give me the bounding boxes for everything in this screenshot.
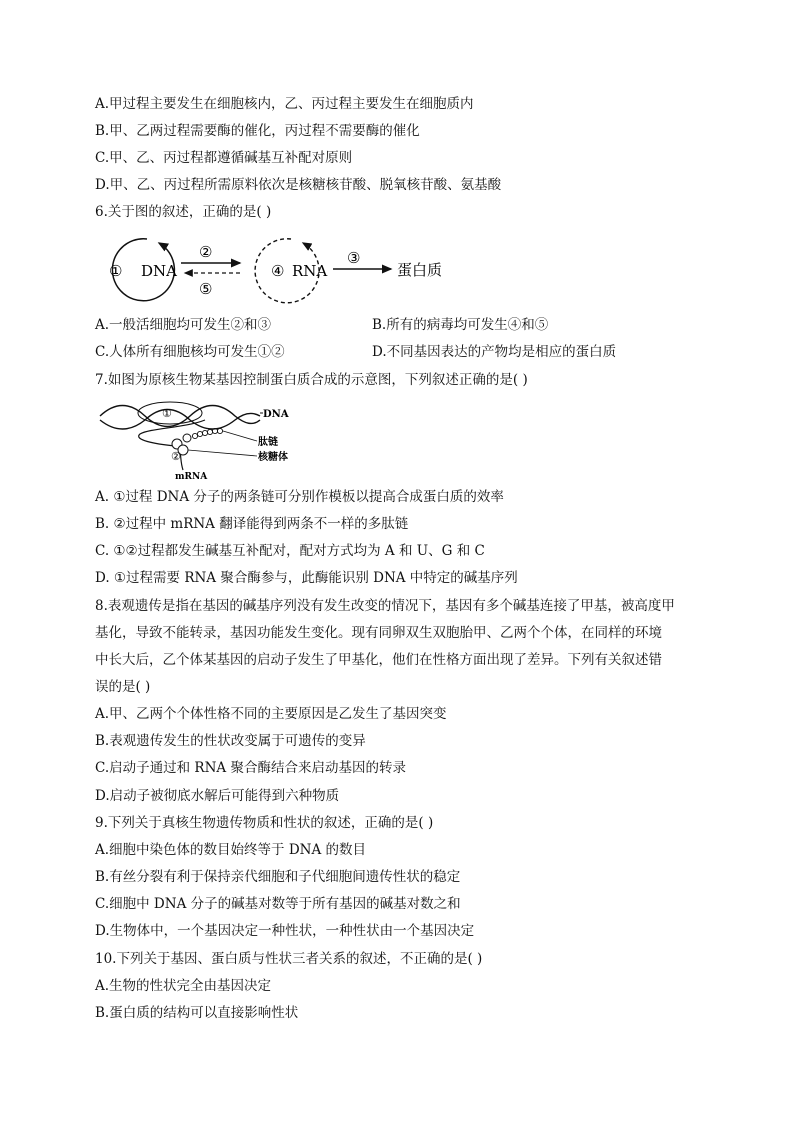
label-protein: 蛋白质: [397, 261, 443, 279]
q6-option-c: C.人体所有细胞核均可发生①②: [95, 344, 285, 360]
label-mrna: mRNA: [175, 472, 208, 482]
q7-option-a: A. ①过程 DNA 分子的两条链可分别作模板以提高合成蛋白质的效率: [95, 489, 504, 505]
q6-diagram: [95, 233, 465, 309]
label-c3: ③: [347, 249, 361, 267]
label-c4: ④: [271, 262, 285, 280]
q8-stem-line-2: 基化，导致不能转录，基因功能发生变化。现有同卵双生双胞胎甲、乙两个个体，在同样的环境: [95, 625, 662, 641]
q5-option-a: A.甲过程主要发生在细胞核内，乙、丙过程主要发生在细胞质内: [95, 96, 474, 112]
q7-diagram: [95, 398, 305, 482]
q10-option-b: B.蛋白质的结构可以直接影响性状: [95, 1005, 299, 1021]
q7-option-b: B. ②过程中 mRNA 翻译能得到两条不一样的多肽链: [95, 516, 409, 532]
q8-option-b: B.表观遗传发生的性状改变属于可遗传的变异: [95, 733, 366, 749]
q7-option-d: D. ①过程需要 RNA 聚合酶参与，此酶能识别 DNA 中特定的碱基序列: [95, 570, 518, 586]
q6-option-b: B.所有的病毒均可发生④和⑤: [372, 317, 549, 333]
label-c2: ②: [171, 450, 181, 463]
label-c5: ⑤: [199, 280, 213, 298]
q10-stem: 10.下列关于基因、蛋白质与性状三者关系的叙述，不正确的是( ): [95, 951, 483, 967]
label-dna: DNA: [141, 262, 177, 280]
label-peptide: 肽链: [258, 437, 278, 448]
q8-option-d: D.启动子被彻底水解后可能得到六种物质: [95, 788, 340, 804]
q9-option-b: B.有丝分裂有利于保持亲代细胞和子代细胞间遗传性状的稳定: [95, 869, 461, 885]
q6-stem: 6.关于图的叙述，正确的是( ): [95, 204, 272, 220]
q7-option-c: C. ①②过程都发生碱基互补配对，配对方式均为 A 和 U、G 和 C: [95, 543, 485, 559]
label-c2: ②: [199, 243, 213, 261]
q9-option-c: C.细胞中 DNA 分子的碱基对数等于所有基因的碱基对数之和: [95, 896, 461, 912]
q9-option-d: D.生物体中，一个基因决定一种性状，一种性状由一个基因决定: [95, 923, 475, 939]
q6-option-a: A.一般活细胞均可发生②和③: [95, 317, 272, 333]
q10-option-a: A.生物的性状完全由基因决定: [95, 978, 272, 994]
q8-stem-line-1: 8.表观遗传是指在基因的碱基序列没有发生改变的情况下，基因有多个碱基连接了甲基，被高度甲: [95, 598, 675, 614]
q5-option-c: C.甲、乙、丙过程都遵循碱基互补配对原则: [95, 150, 353, 166]
label-dna: DNA: [263, 409, 289, 420]
q8-option-a: A.甲、乙两个个体性格不同的主要原因是乙发生了基因突变: [95, 706, 447, 722]
label-rna: RNA: [292, 262, 328, 280]
q6-option-d: D.不同基因表达的产物均是相应的蛋白质: [372, 344, 617, 360]
q8-stem-line-4: 误的是( ): [95, 679, 151, 695]
q5-option-d: D.甲、乙、丙过程所需原料依次是核糖核苷酸、脱氧核苷酸、氨基酸: [95, 177, 502, 193]
label-c1: ①: [109, 262, 123, 280]
q7-stem: 7.如图为原核生物某基因控制蛋白质合成的示意图，下列叙述正确的是( ): [95, 372, 528, 388]
q9-option-a: A.细胞中染色体的数目始终等于 DNA 的数目: [95, 842, 367, 858]
q5-option-b: B.甲、乙两过程需要酶的催化，丙过程不需要酶的催化: [95, 123, 420, 139]
ribosome: [183, 434, 191, 442]
q9-stem: 9.下列关于真核生物遗传物质和性状的叙述，正确的是( ): [95, 815, 434, 831]
q8-stem-line-3: 中长大后，乙个体某基因的启动子发生了甲基化，他们在性格方面出现了差异。下列有关叙述错: [95, 652, 662, 668]
q8-option-c: C.启动子通过和 RNA 聚合酶结合来启动基因的转录: [95, 760, 406, 776]
label-ribosome: 核糖体: [258, 452, 288, 463]
label-c1: ①: [162, 407, 172, 420]
